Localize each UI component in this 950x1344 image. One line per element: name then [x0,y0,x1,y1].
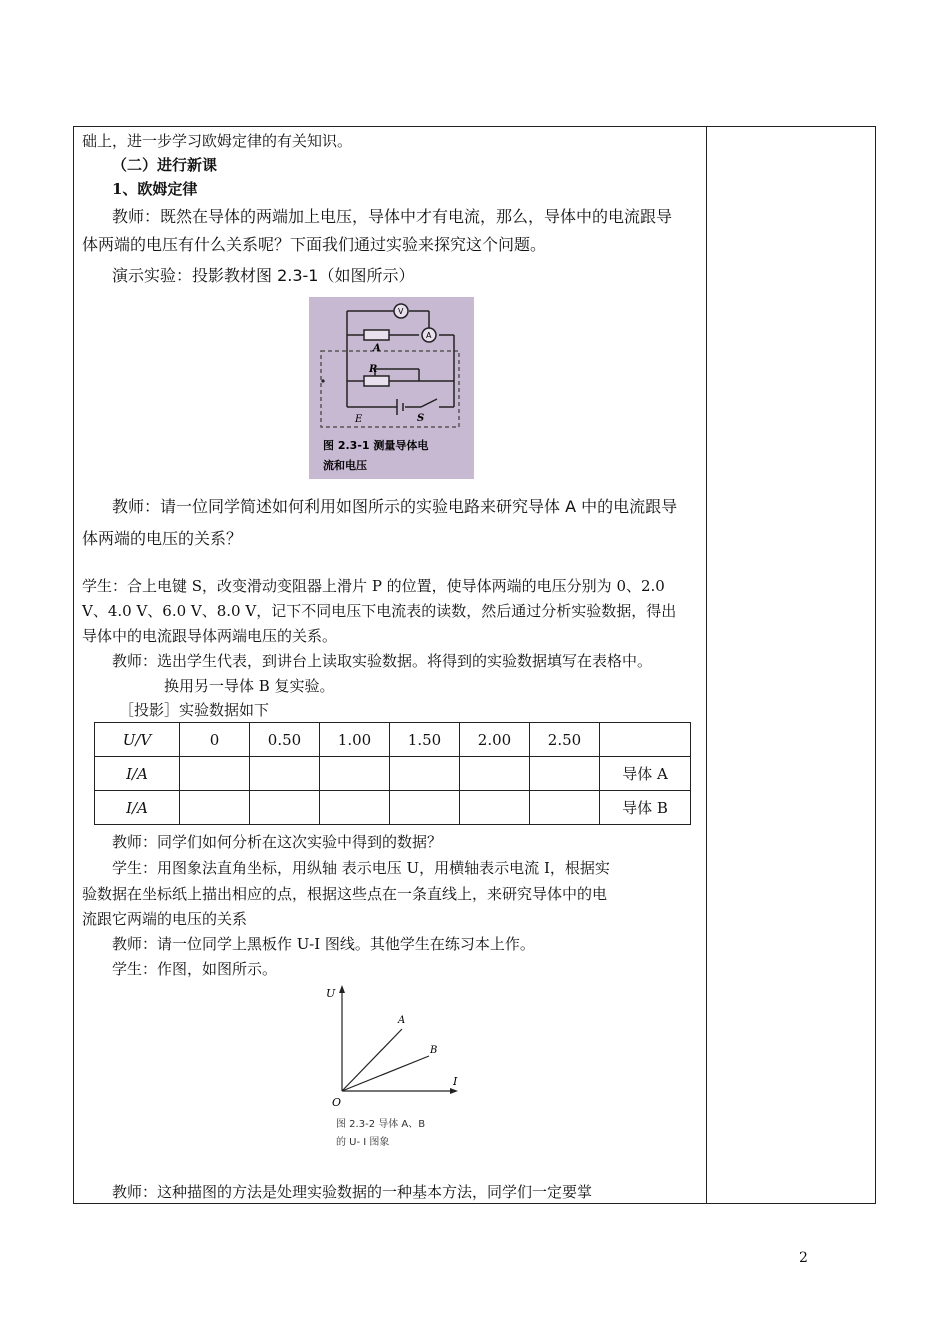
page-number: 2 [799,1250,808,1266]
circuit-diagram [309,297,474,479]
table-cell: 1.50 [390,723,460,757]
table-cell [390,791,460,825]
table-cell [320,757,390,791]
figure2-caption-line2: 的 U- I 图象 [336,1137,390,1148]
ui-graph-figure [324,979,464,1159]
content-table-frame [73,126,876,1204]
figure1-caption-line1: 图 2.3-1 测量导体电 [323,439,429,452]
data-table [94,722,691,825]
text-line-5: 体两端的电压有什么关系呢？下面我们通过实验来探究这个问题。 [82,235,547,254]
i-axis-label: I [453,1075,458,1088]
table-row [95,723,691,757]
table-row [95,791,691,825]
table-row [95,757,691,791]
table-cell [460,791,530,825]
table-cell [180,791,250,825]
table-cell: 1.00 [320,723,390,757]
text-line-7: 教师：请一位同学简述如何利用如图所示的实验电路来研究导体 A 中的电流跟导 [112,497,678,516]
table-cell [320,791,390,825]
ammeter-label: A [426,331,432,340]
text-line-20: 学生：作图，如图所示。 [112,960,278,978]
section-heading: （二）进行新课 [112,156,218,174]
table-cell [180,757,250,791]
battery-label: E [355,414,363,425]
figure2-caption-line1: 图 2.3-2 导体 A、B [336,1119,426,1130]
table-cell: 2.00 [460,723,530,757]
text-line-8: 体两端的电压的关系？ [82,529,243,548]
table-cell: 0 [180,723,250,757]
text-line-10: V、4.0 V、6.0 V、8.0 V，记下不同电压下电流表的读数，然后通过分析实验数据，得出 [82,602,677,620]
line-a-label: A [398,1015,406,1026]
subsection-heading: 1、欧姆定律 [112,180,198,198]
table-cell [250,757,320,791]
table-cell [460,757,530,791]
voltmeter-label: V [398,307,404,316]
text-line-14: ［投影］实验数据如下 [119,701,270,719]
table-cell [530,791,600,825]
table-cell: 导体 B [600,791,691,825]
ui-graph [324,979,464,1159]
circuit-figure [309,297,474,479]
table-cell [600,723,691,757]
table-cell: I/A [95,757,180,791]
table-cell: 0.50 [250,723,320,757]
table-cell [530,757,600,791]
text-line-12: 教师：选出学生代表，到讲台上读取实验数据。将得到的实验数据填写在表格中。 [112,652,653,670]
table-cell: I/A [95,791,180,825]
text-line-15: 教师：同学们如何分析在这次实验中得到的数据？ [112,833,443,851]
table-cell [390,757,460,791]
text-line-6: 演示实验：投影教材图 2.3-1（如图所示） [112,266,415,285]
table-cell: U/V [95,723,180,757]
text-line-19: 教师：请一位同学上黑板作 U-I 图线。其他学生在练习本上作。 [112,935,535,953]
text-line-21: 教师：这种描图的方法是处理实验数据的一种基本方法，同学们一定要掌 [112,1183,593,1201]
text-line-16: 学生：用图象法直角坐标，用纵轴 表示电压 U，用横轴表示电流 I，根据实 [112,859,610,877]
conductor-a-label: A [373,343,381,354]
line-b-label: B [430,1045,438,1056]
switch-label: S [417,413,425,424]
column-divider [706,127,707,1203]
text-line-13: 换用另一导体 B 复实验。 [164,677,335,695]
rheostat-label: R [369,364,378,375]
table-cell: 2.50 [530,723,600,757]
table-cell [250,791,320,825]
origin-label: O [332,1096,342,1109]
text-line-11: 导体中的电流跟导体两端电压的关系。 [82,627,338,645]
text-line-4: 教师：既然在导体的两端加上电压，导体中才有电流，那么，导体中的电流跟导 [112,207,673,226]
u-axis-label: U [326,987,336,1000]
text-line-18: 流跟它两端的电压的关系 [82,910,248,928]
table-cell: 导体 A [600,757,691,791]
figure1-caption-line2: 流和电压 [323,459,367,472]
text-line-17: 验数据在坐标纸上描出相应的点，根据这些点在一条直线上，来研究导体中的电 [82,885,608,903]
text-line-1: 础上，进一步学习欧姆定律的有关知识。 [82,132,353,150]
text-line-9: 学生：合上电键 S，改变滑动变阻器上滑片 P 的位置，使导体两端的电压分别为 0、2.0 [82,577,665,595]
